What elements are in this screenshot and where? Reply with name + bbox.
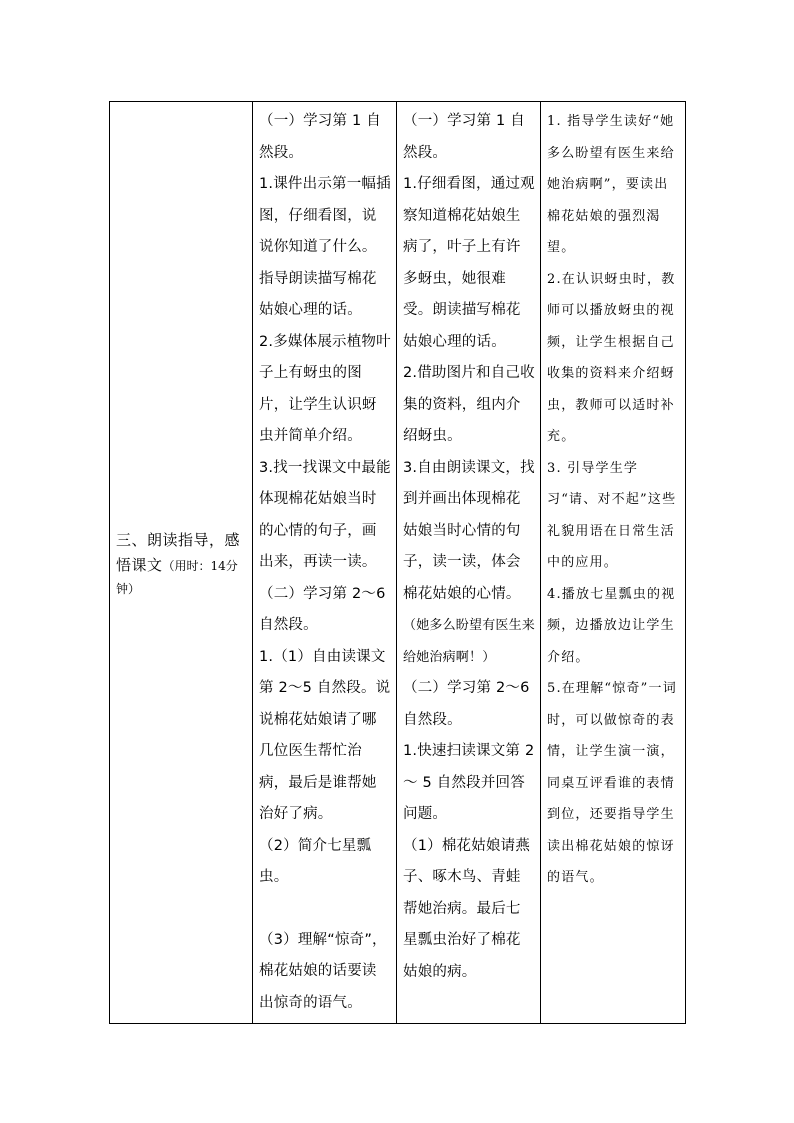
stage-cell [110, 102, 253, 1024]
teacher-item-4: 1.（1）自由读课文第 2～5 自然段。说说棉花姑娘请了哪几位医生帮忙治病，最后是谁帮她治好了病。 [259, 648, 391, 822]
student-item-3: 3.自由朗读课文，找到并画出体现棉花姑娘当时心情的句子，读一读，体会棉花姑娘的心情。 [403, 459, 535, 602]
student-item-4: 1.快速扫读课文第 2 ～ 5 自然段并回答问题。 [403, 743, 535, 822]
student-item-2: 2.借助图片和自己收集的资料，组内介绍蚜虫。 [403, 365, 535, 444]
lesson-plan-table [109, 101, 686, 1024]
teacher-activity-cell [253, 102, 397, 1024]
tip-5: 5.在理解“惊奇”一词时，可以做惊奇的表情，让学生演一演，同桌互评看谁的表情到位，还要指导学生读出棉花姑娘的惊讶的语气。 [547, 681, 677, 885]
stage-title: 三、朗读指导，感悟课文 [116, 531, 241, 574]
student-item-1: 1.仔细看图，通过观察知道棉花姑娘生病了，叶子上有许多蚜虫，她很难受。朗读描写棉花姑娘心理的话。 [403, 176, 535, 350]
student-item-3-quote: （她多么盼望有医生来给她治病啊！） [403, 618, 536, 665]
table-row [110, 102, 686, 1024]
tip-3: 3. 引导学生学习“请、对不起”这些礼貌用语在日常生活中的应用。 [547, 460, 677, 570]
teacher-item-5: （2）简介七星瓢虫。 [259, 837, 372, 885]
student-part2-heading: （二）学习第 2～6自然段。 [403, 680, 530, 728]
tip-4: 4.播放七星瓢虫的视频，边播放边让学生介绍。 [547, 586, 676, 665]
teacher-item-1: 1.课件出示第一幅插图，仔细看图，说说你知道了什么。指导朗读描写棉花姑娘心理的话。 [259, 176, 391, 318]
tip-1: 1. 指导学生读好“她多么盼望有医生来给她治病啊”，要读出棉花姑娘的强烈渴望。 [547, 114, 675, 255]
student-part1-heading: （一）学习第 1 自然段。 [403, 113, 525, 161]
teacher-part1-heading: （一）学习第 1 自然段。 [259, 113, 381, 161]
teacher-part2-heading: （二）学习第 2～6自然段。 [259, 585, 386, 633]
stage-time: （用时：14分钟） [116, 559, 238, 596]
tip-2: 2.在认识蚜虫时，教师可以播放蚜虫的视频，让学生根据自己收集的资料来介绍蚜虫，教师可以适时补充。 [547, 271, 676, 444]
teacher-item-6: （3）理解“惊奇”，棉花姑娘的话要读出惊奇的语气。 [259, 931, 387, 1011]
teacher-item-3: 3.找一找课文中最能体现棉花姑娘当时的心情的句子，画出来，再读一读。 [259, 459, 391, 570]
teacher-item-2: 2.多媒体展示植物叶子上有蚜虫的图片，让学生认识蚜虫并简单介绍。 [259, 333, 391, 444]
teaching-tips-cell [541, 102, 686, 1024]
spacer [259, 894, 391, 925]
student-item-5: （1）棉花姑娘请燕子、啄木鸟、青蛙帮她治病。最后七星瓢虫治好了棉花姑娘的病。 [403, 837, 531, 980]
student-activity-cell [397, 102, 541, 1024]
